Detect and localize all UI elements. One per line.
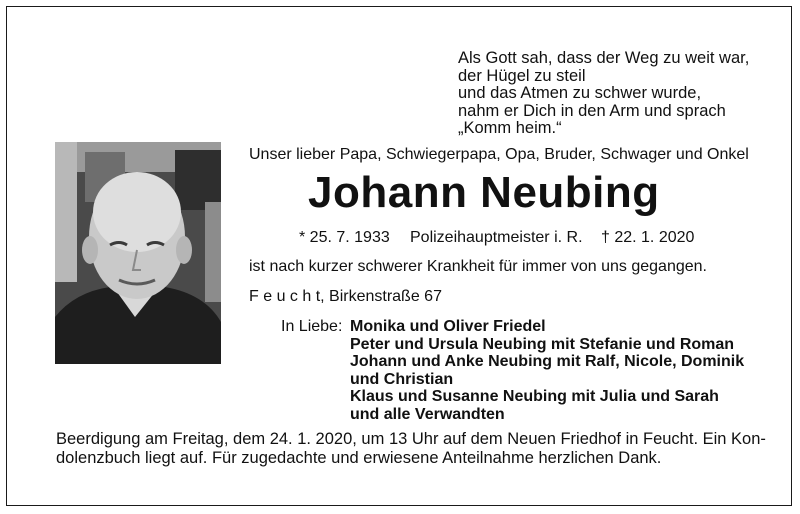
portrait-photo <box>55 142 221 364</box>
intro-text: Unser lieber Papa, Schwiegerpapa, Opa, Bruder, Schwager und Onkel <box>249 146 749 163</box>
profession: Polizeihauptmeister i. R. <box>410 229 583 246</box>
mourner-line: und alle Verwandten <box>350 405 505 423</box>
location-street: , Birkenstraße 67 <box>320 288 442 305</box>
poem-line: Als Gott sah, dass der Weg zu weit war, <box>458 49 750 67</box>
deceased-name: Johann Neubing <box>308 168 660 217</box>
funeral-line: dolenzbuch liegt auf. Für zugedachte und erwiesene Anteilnahme herzlichen Dank. <box>56 448 662 467</box>
mourners-label: In Liebe: <box>281 318 343 335</box>
mourners-list <box>350 318 744 423</box>
mourner-line: Johann und Anke Neubing mit Ralf, Nicole, Dominik <box>350 353 745 370</box>
funeral-line: Beerdigung am Freitag, dem 24. 1. 2020, um 13 Uhr auf dem Neuen Friedhof in Feucht. Ein Kon- <box>56 430 766 448</box>
funeral-notice <box>56 430 766 467</box>
poem-line: der Hügel zu steil <box>458 66 586 85</box>
mourner-line: und Christian <box>350 370 454 388</box>
poem-line: „Komm heim.“ <box>458 119 562 137</box>
location-city: F e u c h t <box>249 288 321 305</box>
passing-text: ist nach kurzer schwerer Krankheit für immer von uns gegangen. <box>249 258 707 275</box>
poem-line: und das Atmen zu schwer wurde, <box>458 84 702 102</box>
mourner-line: Klaus und Susanne Neubing mit Julia und Sarah <box>350 388 719 405</box>
death-date: † 22. 1. 2020 <box>601 229 695 246</box>
location <box>249 288 442 306</box>
mourner-line: Monika und Oliver Friedel <box>350 318 546 335</box>
poem-line: nahm er Dich in den Arm und sprach <box>458 101 726 120</box>
poem <box>458 50 749 138</box>
birth-date: * 25. 7. 1933 <box>299 229 390 246</box>
mourner-line: Peter und Ursula Neubing mit Stefanie und Roman <box>350 335 735 353</box>
